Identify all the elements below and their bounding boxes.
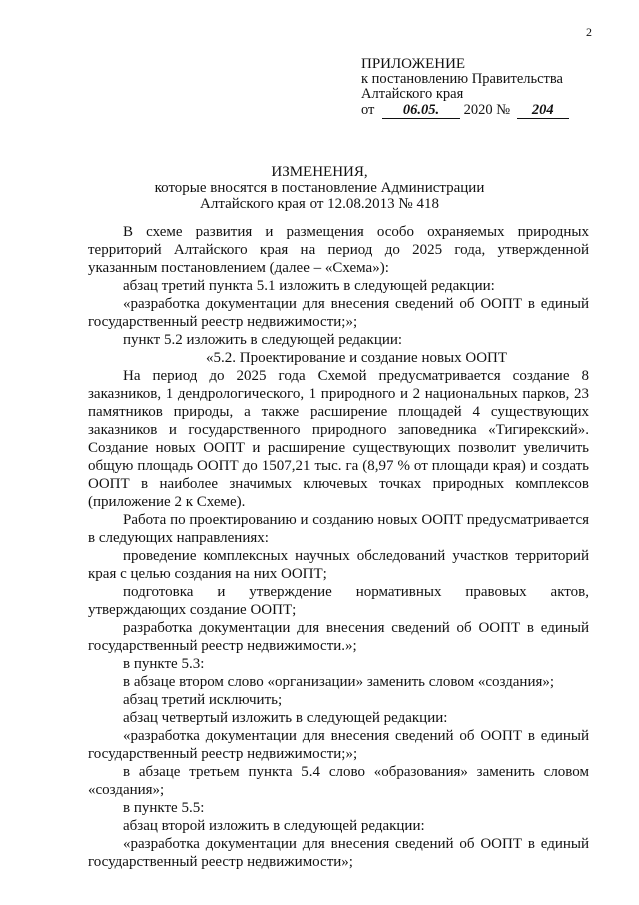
paragraph: «разработка документации для внесения сведений об ООПТ в единый государственный реестр недвижимости;»; [88, 296, 589, 330]
paragraph: Работа по проектированию и созданию новых ООПТ предусматривается в следующих направлениях: [88, 512, 589, 546]
paragraph: абзац третий пункта 5.1 изложить в следующей редакции: [123, 278, 495, 294]
paragraph: На период до 2025 года Схемой предусматривается создание 8 заказников, 1 дендрологического, 1 природного и 2 национальных парков, 23 памятников природы, а также расширение площадей 4 существующих заказников и государственного природного заповедника «Тигирекский». Создание новых ООПТ и расширение существующих позволит увеличить общую площадь ООПТ до 1507,21 тыс. га (8,97 % от площади края) и создать ООПТ в наиболее значимых ключевых точках природных комплексов (приложение 2 к Схеме). [88, 368, 589, 510]
paragraph: В схеме развития и размещения особо охраняемых природных территорий Алтайского края на период до 2025 года, утвержденной указанным постановлением (далее – «Схема»): [88, 224, 589, 276]
paragraph: «разработка документации для внесения сведений об ООПТ в единый государственный реестр недвижимости»; [88, 836, 589, 870]
paragraph: пункт 5.2 изложить в следующей редакции: [123, 332, 403, 348]
title-main: ИЗМЕНЕНИЯ, [271, 164, 368, 180]
paragraph: в абзаце втором слово «организации» заменить словом «создания»; [123, 674, 555, 690]
title-line-3: Алтайского края от 12.08.2013 № 418 [200, 196, 439, 212]
paragraph: в абзаце третьем пункта 5.4 слово «образования» заменить словом «создания»; [88, 764, 589, 798]
number-sign: № [496, 102, 511, 118]
document-body [88, 223, 589, 871]
document-title [0, 164, 639, 212]
resolution-number: 204 [517, 103, 569, 119]
paragraph: абзац второй изложить в следующей редакции: [123, 818, 425, 834]
resolution-date: 06.05. [382, 103, 460, 119]
paragraph: подготовка и утверждение нормативных правовых актов, утверждающих создание ООПТ; [88, 584, 589, 618]
paragraph: «разработка документации для внесения сведений об ООПТ в единый государственный реестр недвижимости;»; [88, 728, 589, 762]
paragraph: разработка документации для внесения сведений об ООПТ в единый государственный реестр недвижимости.»; [88, 620, 589, 654]
title-line-2: которые вносятся в постановление Администрации [154, 180, 485, 196]
section-heading: «5.2. Проектирование и создание новых ООПТ [206, 350, 508, 366]
resolution-year: 2020 [463, 102, 493, 118]
page-number: 2 [586, 25, 592, 39]
from-label: от [361, 102, 375, 118]
appendix-title: ПРИЛОЖЕНИЕ [361, 56, 466, 72]
paragraph: в пункте 5.3: [123, 656, 205, 672]
paragraph: проведение комплексных научных обследований участков территорий края с целью создания на них ООПТ; [88, 548, 589, 582]
appendix-date-line [361, 103, 569, 119]
paragraph: абзац четвертый изложить в следующей редакции: [123, 710, 448, 726]
paragraph: в пункте 5.5: [123, 800, 205, 816]
appendix-line-2: Алтайского края [361, 86, 464, 102]
appendix-header [361, 57, 569, 119]
appendix-line-1: к постановлению Правительства [361, 71, 563, 87]
paragraph: абзац третий исключить; [123, 692, 283, 708]
